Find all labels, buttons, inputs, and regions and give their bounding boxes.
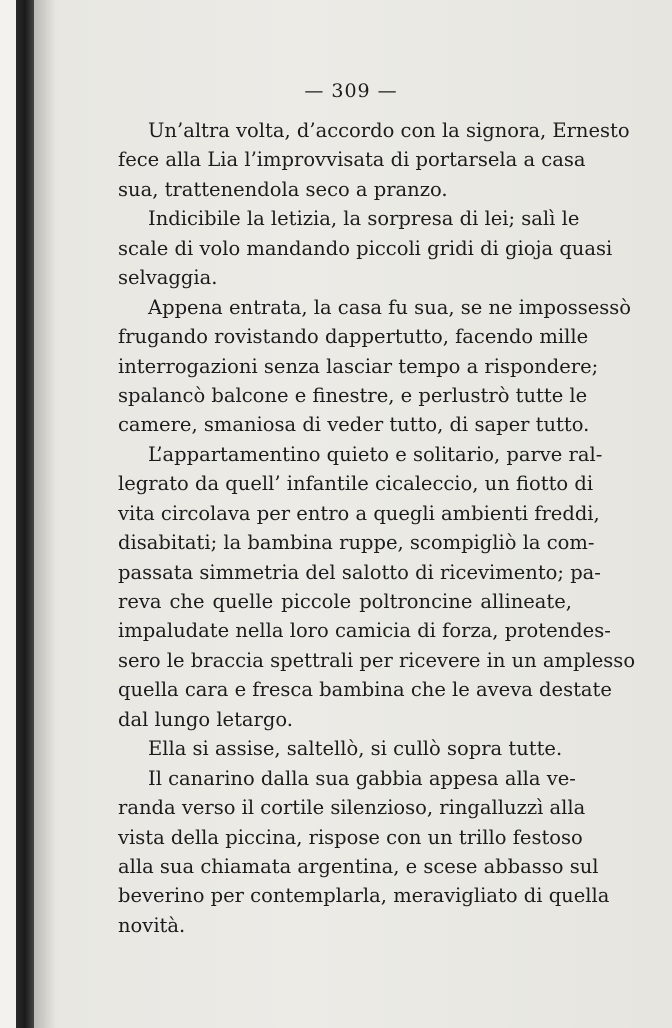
text-line: novità. bbox=[118, 913, 186, 937]
text-line: interrogazioni senza lasciar tempo a rispondere; bbox=[118, 354, 599, 378]
text-line: L’appartamentino quieto e solitario, parve ral- bbox=[148, 442, 603, 466]
text-line: impaludate nella loro camicia di forza, protendes- bbox=[118, 619, 611, 643]
text-line: Appena entrata, la casa fu sua, se ne impossessò bbox=[148, 295, 632, 319]
text-line: quella cara e fresca bambina che le aveva destate bbox=[118, 678, 612, 702]
outer-margin bbox=[0, 0, 16, 1028]
text-line: Un’altra volta, d’accordo con la signora, Ernesto bbox=[148, 119, 630, 142]
text-line: Indicibile la letizia, la sorpresa di lei; salì le bbox=[148, 207, 580, 231]
binding-edge bbox=[16, 0, 34, 1028]
text-line: Ella si assise, saltellò, si cullò sopra tutte. bbox=[148, 737, 563, 761]
binding-shadow bbox=[34, 0, 56, 1028]
text-line: beverino per contemplarla, meravigliato di quella bbox=[118, 884, 610, 908]
text-line: frugando rovistando dappertutto, facendo mille bbox=[118, 325, 589, 349]
text-line: vista della piccina, rispose con un trillo festoso bbox=[118, 825, 583, 849]
text-line: sua, trattenendola seco a pranzo. bbox=[118, 177, 448, 201]
page-number: — 309 — bbox=[304, 80, 398, 102]
text-line: camere, smaniosa di veder tutto, di saper tutto. bbox=[118, 413, 590, 437]
text-line: passata simmetria del salotto di ricevimento; pa- bbox=[118, 560, 601, 584]
text-line: Il canarino dalla sua gabbia appesa alla ve- bbox=[148, 766, 576, 790]
text-line: selvaggia. bbox=[118, 266, 218, 290]
text-line: disabitati; la bambina ruppe, scompigliò la com- bbox=[118, 531, 595, 555]
text-line: scale di volo mandando piccoli gridi di gioja quasi bbox=[118, 236, 613, 260]
body-text bbox=[118, 116, 636, 940]
text-line: legrato da quell’ infantile cicaleccio, un fiotto di bbox=[118, 472, 594, 496]
text-line: vita circolava per entro a quegli ambienti freddi, bbox=[118, 501, 600, 525]
text-line: alla sua chiamata argentina, e scese abbasso sul bbox=[118, 854, 599, 878]
text-line: sero le braccia spettrali per ricevere in un amplesso bbox=[118, 648, 636, 672]
text-line: fece alla Lia l’improvvisata di portarsela a casa bbox=[118, 148, 586, 172]
text-line: reva che quelle piccole poltroncine allineate, bbox=[118, 590, 572, 613]
text-line: dal lungo letargo. bbox=[118, 707, 293, 731]
text-line: randa verso il cortile silenzioso, ringalluzzì alla bbox=[118, 796, 586, 820]
text-line: spalancò balcone e finestre, e perlustrò tutte le bbox=[118, 383, 588, 407]
